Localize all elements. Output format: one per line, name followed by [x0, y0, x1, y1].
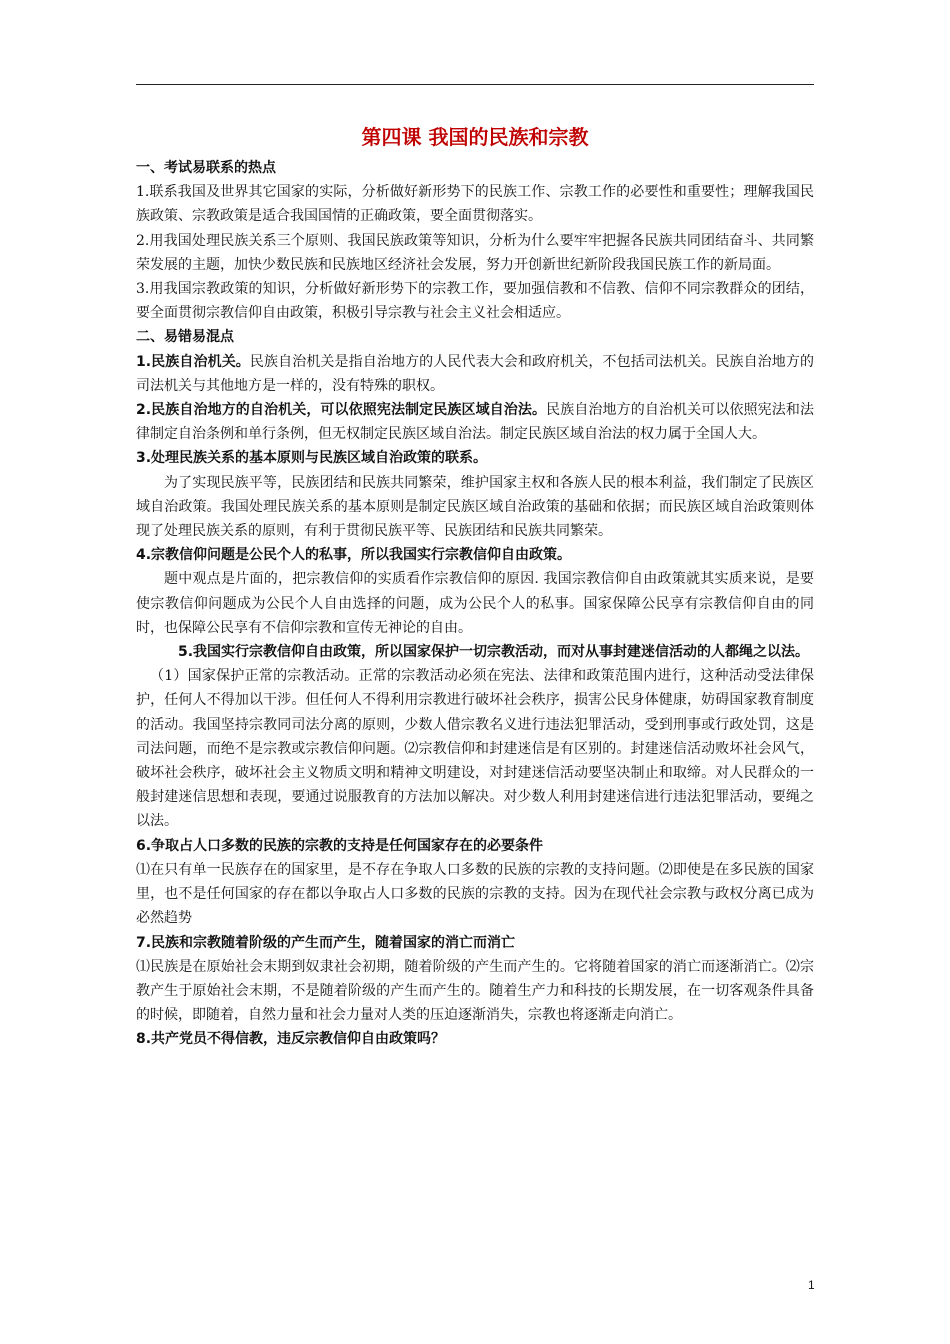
confusion-item-1	[136, 350, 814, 398]
hotspot-item-2: 2.用我国处理民族关系三个原则、我国民族政策等知识，分析为什么要牢牢把握各民族共同团结奋斗、共同繁荣发展的主题，加快少数民族和民族地区经济社会发展，努力开创新世纪新阶段我国民族工作的新局面。	[136, 232, 814, 273]
header-rule	[136, 84, 814, 85]
item-5-title: 5.我国实行宗教信仰自由政策，所以国家保护一切宗教活动，而对从事封建迷信活动的人都绳之以法。	[178, 644, 810, 661]
confusion-item-7	[136, 931, 814, 955]
confusion-item-3	[136, 446, 814, 470]
item-4-title: 4.宗教信仰问题是公民个人的私事，所以我国实行宗教信仰自由政策。	[136, 547, 572, 564]
page-number: 1	[808, 1278, 815, 1292]
item-5-text: （1）国家保护正常的宗教活动。正常的宗教活动必须在宪法、法律和政策范围内进行，这种活动受法律保护，任何人不得加以干涉。但任何人不得利用宗教进行破坏社会秩序，损害公民身体健康，妨碍国家教育制度的活动。我国坚持宗教同司法分离的原则，少数人借宗教名义进行违法犯罪活动，受到刑事或行政处罚，这是司法问题，而绝不是宗教或宗教信仰问题。⑵宗教信仰和封建迷信是有区别的。封建迷信活动败坏社会风气，破坏社会秩序，破坏社会主义物质文明和精神文明建设，对封建迷信活动要坚决制止和取缔。对人民群众的一般封建迷信思想和表现，要通过说服教育的方法加以解决。对少数人利用封建迷信进行违法犯罪活动，要绳之以法。	[136, 668, 814, 830]
hotspot-item-3: 3.用我国宗教政策的知识，分析做好新形势下的宗教工作，要加强信教和不信教、信仰不同宗教群众的团结，要全面贯彻宗教信仰自由政策，积极引导宗教与社会主义社会相适应。	[136, 281, 814, 322]
item-6-text: ⑴在只有单一民族存在的国家里，是不存在争取人口多数的民族的宗教的支持问题。⑵即使是在多民族的国家里，也不是任何国家的存在都以争取占人口多数的民族的宗教的支持。因为在现代社会宗教与政权分离已成为必然趋势	[136, 861, 814, 927]
document-body	[136, 122, 814, 1052]
page-title: 第四课 我国的民族和宗教	[361, 125, 589, 149]
item-7-title: 7.民族和宗教随着阶级的产生而产生，随着国家的消亡而消亡	[136, 934, 516, 951]
confusion-item-4	[136, 543, 814, 567]
confusion-item-5	[136, 640, 814, 664]
item-2-title: 2.民族自治地方的自治机关，可以依照宪法制定民族区域自治法。	[136, 402, 547, 419]
item-4-text: 题中观点是片面的，把宗教信仰的实质看作宗教信仰的原因. 我国宗教信仰自由政策就其实质来说，是要使宗教信仰问题成为公民个人自由选择的问题，成为公民个人的私事。国家保障公民享有宗教信仰自由的同时，也保障公民享有不信仰宗教和宣传无神论的自由。	[136, 571, 814, 636]
item-3-text: 为了实现民族平等，民族团结和民族共同繁荣，维护国家主权和各族人民的根本利益，我们制定了民族区域自治政策。我国处理民族关系的基本原则是制定民族区域自治政策的基础和依据；而民族区域自治政策则体现了处理民族关系的原则，有利于贯彻民族平等、民族团结和民族共同繁荣。	[136, 474, 814, 540]
item-1-title: 1.民族自治机关。	[136, 353, 250, 370]
section-heading-hotspots: 一、考试易联系的热点	[136, 160, 276, 176]
item-1-text: 民族自治机关是指自治地方的人民代表大会和政府机关，不包括司法机关。民族自治地方的司法机关与其他地方是一样的，没有特殊的职权。	[136, 353, 815, 394]
hotspot-item-1: 1.联系我国及世界其它国家的实际，分析做好新形势下的民族工作、宗教工作的必要性和重要性；理解我国民族政策、宗教政策是适合我国国情的正确政策，要全面贯彻落实。	[136, 184, 814, 225]
item-6-title: 6.争取占人口多数的民族的宗教的支持是任何国家存在的必要条件	[136, 837, 544, 854]
item-7-text: ⑴民族是在原始社会末期到奴隶社会初期，随着阶级的产生而产生的。它将随着国家的消亡而逐渐消亡。⑵宗教产生于原始社会末期，不是随着阶级的产生而产生的。随着生产力和科技的长期发展，在一切客观条件具备的时候，即随着，自然力量和社会力量对人类的压迫逐渐消失，宗教也将逐渐走向消亡。	[136, 958, 814, 1024]
section-heading-confusions: 二、易错易混点	[136, 329, 234, 346]
confusion-item-2	[136, 398, 814, 446]
confusion-item-6	[136, 834, 814, 858]
item-2-text: 民族自治地方的自治机关可以依照宪法和法律制定自治条例和单行条例，但无权制定民族区域自治法。制定民族区域自治法的权力属于全国人大。	[136, 402, 814, 443]
item-8-title: 8.共产党员不得信教，违反宗教信仰自由政策吗？	[136, 1031, 446, 1048]
item-3-title: 3.处理民族关系的基本原则与民族区域自治政策的联系。	[136, 450, 488, 467]
confusion-item-8	[136, 1027, 814, 1051]
